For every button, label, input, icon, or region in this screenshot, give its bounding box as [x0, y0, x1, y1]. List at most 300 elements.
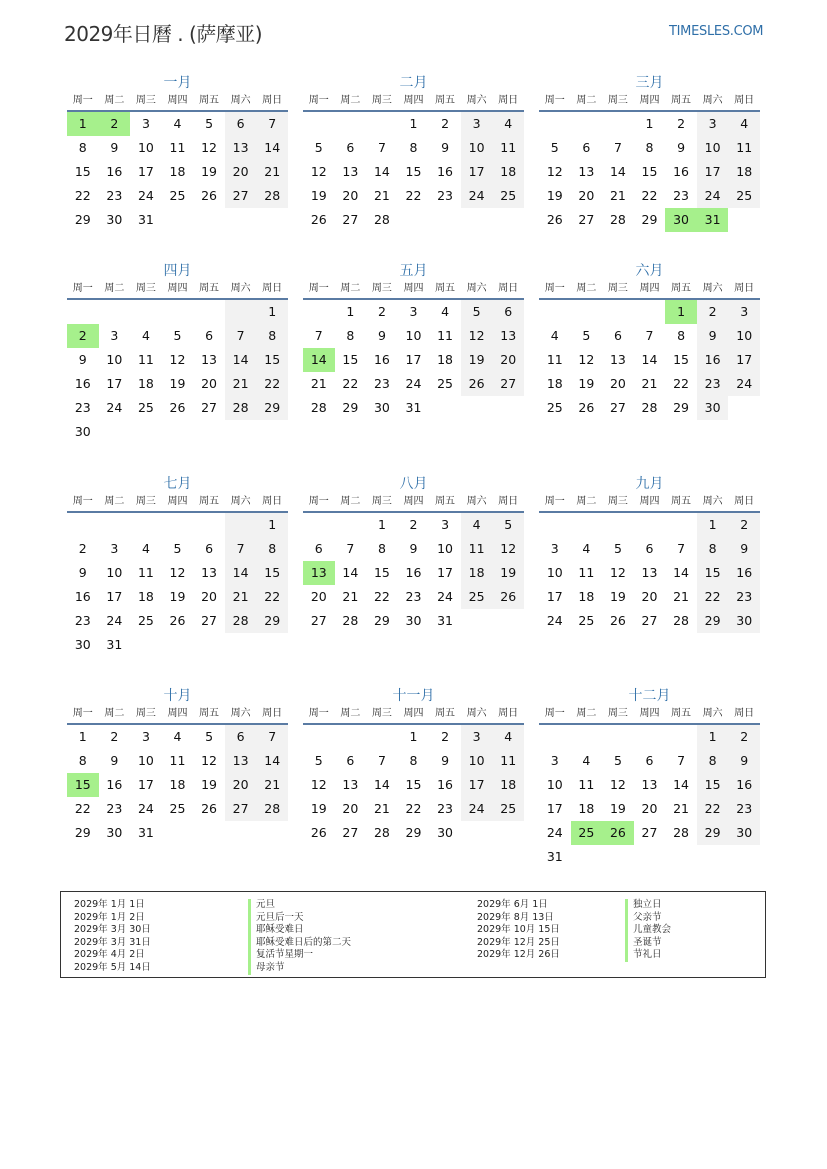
month-name: 十月 — [163, 688, 192, 704]
weekday-label: 周日 — [262, 283, 283, 294]
day-cell: 6 — [492, 300, 524, 324]
day-cell: 27 — [641, 825, 658, 840]
day-cell: 24 — [106, 400, 123, 415]
day-cell: 4 — [728, 112, 760, 136]
day-cell: 27 — [609, 400, 626, 415]
month-name: 十二月 — [628, 688, 671, 704]
day-cell: 26 — [201, 188, 218, 203]
day-cell: 27 — [342, 825, 359, 840]
day-cell: 13 — [492, 324, 524, 348]
weekday-header — [303, 493, 524, 513]
weekday-label: 周六 — [230, 283, 251, 294]
day-cell: 12 — [310, 777, 327, 792]
day-cell: 3 — [550, 541, 559, 556]
day-cell: 28 — [673, 613, 690, 628]
day-cell: 23 — [405, 589, 422, 604]
holiday-name: 元旦 — [248, 899, 351, 912]
page-title: 2029年日曆 . (萨摩亚) — [64, 22, 263, 46]
day-cell: 25 — [461, 585, 493, 609]
day-cell: 24 — [405, 376, 422, 391]
day-cell: 3 — [441, 517, 450, 532]
day-cell: 6 — [346, 140, 355, 155]
day-cell: 8 — [256, 537, 288, 561]
holiday-date: 2029年 1月 2日 — [74, 911, 145, 923]
weekday-label: 周五 — [671, 95, 692, 106]
day-cell: 19 — [201, 777, 218, 792]
weekday-label: 周六 — [230, 708, 251, 719]
weekday-header — [303, 705, 524, 725]
day-cell: 17 — [405, 352, 422, 367]
day-cell: 25 — [578, 613, 595, 628]
holiday-name: 节礼日 — [625, 949, 671, 962]
day-cell: 13 — [578, 164, 595, 179]
weekday-label: 周二 — [576, 95, 597, 106]
day-cell: 16 — [728, 561, 760, 585]
weekday-label: 周一 — [72, 496, 93, 507]
weekday-header — [539, 705, 760, 725]
day-cell: 5 — [492, 513, 524, 537]
day-cell: 21 — [225, 372, 257, 396]
weekday-header — [67, 280, 288, 300]
day-cell: 25 — [728, 184, 760, 208]
day-cell: 8 — [346, 328, 355, 343]
day-cell: 15 — [256, 561, 288, 585]
day-cell: 8 — [256, 324, 288, 348]
weekday-label: 周日 — [734, 708, 755, 719]
day-cell: 9 — [78, 565, 87, 580]
day-cell: 12 — [578, 352, 595, 367]
day-cell: 25 — [546, 400, 563, 415]
day-cell: 15 — [256, 348, 288, 372]
day-cell: 16 — [405, 565, 422, 580]
day-cell: 29 — [342, 400, 359, 415]
day-cell: 6 — [645, 541, 654, 556]
weekday-label: 周五 — [671, 708, 692, 719]
weekday-label: 周六 — [466, 708, 487, 719]
day-cell: 13 — [342, 777, 359, 792]
day-cell: 27 — [225, 184, 257, 208]
day-cell: 23 — [728, 585, 760, 609]
day-cell: 13 — [641, 565, 658, 580]
day-cell: 7 — [677, 753, 686, 768]
day-cell: 6 — [645, 753, 654, 768]
day-cell: 14 — [225, 348, 257, 372]
day-cell: 28 — [373, 212, 390, 227]
holiday-date: 2029年 8月 13日 — [477, 911, 554, 923]
day-cell: 15 — [697, 773, 729, 797]
day-cell: 7 — [677, 541, 686, 556]
day-cell: 24 — [437, 589, 454, 604]
day-cell: 10 — [728, 324, 760, 348]
weekday-label: 周一 — [544, 283, 565, 294]
day-cell: 15 — [405, 777, 422, 792]
day-cell: 22 — [373, 589, 390, 604]
day-cell: 4 — [550, 328, 559, 343]
holiday-date: 2029年 12月 25日 — [477, 936, 560, 948]
day-cell: 25 — [571, 821, 603, 845]
day-cell: 3 — [697, 112, 729, 136]
day-cell: 12 — [169, 565, 186, 580]
day-cell: 20 — [342, 188, 359, 203]
day-cell: 12 — [546, 164, 563, 179]
day-cell: 27 — [578, 212, 595, 227]
empty-cell — [225, 300, 257, 324]
day-cell: 10 — [461, 749, 493, 773]
day-cell: 10 — [137, 140, 154, 155]
holiday-date: 2029年 12月 26日 — [477, 949, 560, 961]
day-cell: 2 — [99, 112, 131, 136]
weekday-label: 周五 — [435, 95, 456, 106]
day-cell: 16 — [106, 777, 123, 792]
day-cell: 17 — [728, 348, 760, 372]
weekday-label: 周二 — [340, 708, 361, 719]
day-cell: 21 — [225, 585, 257, 609]
day-cell: 2 — [377, 304, 386, 319]
weekday-label: 周四 — [639, 496, 660, 507]
day-cell: 7 — [256, 112, 288, 136]
weekday-label: 周三 — [371, 283, 392, 294]
day-cell: 7 — [346, 541, 355, 556]
weekday-label: 周五 — [199, 95, 220, 106]
day-cell: 20 — [641, 589, 658, 604]
day-cell: 12 — [609, 777, 626, 792]
day-cell: 10 — [405, 328, 422, 343]
day-cell: 5 — [550, 140, 559, 155]
day-cell: 3 — [141, 116, 150, 131]
day-cell: 3 — [728, 300, 760, 324]
day-cell: 4 — [492, 725, 524, 749]
day-cell: 19 — [201, 164, 218, 179]
day-cell: 3 — [409, 304, 418, 319]
day-cell: 18 — [578, 801, 595, 816]
day-cell: 9 — [441, 140, 450, 155]
day-cell: 4 — [461, 513, 493, 537]
day-cell: 2 — [441, 116, 450, 131]
day-cell: 6 — [346, 753, 355, 768]
weekday-label: 周三 — [607, 708, 628, 719]
day-cell: 17 — [546, 801, 563, 816]
day-cell: 23 — [728, 797, 760, 821]
weekday-label: 周六 — [702, 708, 723, 719]
holiday-name: 耶稣受难日 — [248, 924, 351, 937]
day-cell: 2 — [728, 513, 760, 537]
day-cell: 28 — [609, 212, 626, 227]
holiday-date: 2029年 1月 1日 — [74, 899, 145, 910]
day-cell: 27 — [310, 613, 327, 628]
day-cell: 13 — [342, 164, 359, 179]
weekday-header — [67, 92, 288, 112]
day-cell: 18 — [546, 376, 563, 391]
day-cell: 8 — [697, 537, 729, 561]
day-cell: 10 — [106, 352, 123, 367]
holiday-name: 圣诞节 — [625, 937, 671, 950]
weekday-label: 周四 — [167, 708, 188, 719]
day-cell: 21 — [673, 589, 690, 604]
weekday-header — [539, 493, 760, 513]
day-cell: 23 — [74, 400, 91, 415]
weekday-label: 周二 — [104, 283, 125, 294]
day-cell: 1 — [256, 300, 288, 324]
day-cell: 12 — [201, 753, 218, 768]
weekday-label: 周四 — [403, 283, 424, 294]
weekday-label: 周四 — [639, 283, 660, 294]
weekday-label: 周五 — [671, 283, 692, 294]
day-cell: 11 — [137, 565, 154, 580]
day-cell: 24 — [461, 184, 493, 208]
day-cell: 14 — [641, 352, 658, 367]
weekday-label: 周三 — [607, 496, 628, 507]
day-cell: 24 — [137, 801, 154, 816]
day-cell: 8 — [78, 753, 87, 768]
day-cell: 1 — [697, 725, 729, 749]
day-cell: 5 — [314, 140, 323, 155]
day-cell: 21 — [310, 376, 327, 391]
day-cell: 8 — [645, 140, 654, 155]
day-cell: 19 — [546, 188, 563, 203]
day-cell: 31 — [405, 400, 422, 415]
weekday-header — [303, 92, 524, 112]
day-cell: 12 — [169, 352, 186, 367]
day-cell: 18 — [137, 376, 154, 391]
weekday-label: 周四 — [167, 95, 188, 106]
day-cell: 3 — [110, 328, 119, 343]
day-cell: 4 — [173, 116, 182, 131]
day-cell: 18 — [492, 160, 524, 184]
day-cell: 22 — [405, 188, 422, 203]
day-cell: 15 — [405, 164, 422, 179]
day-cell: 20 — [201, 589, 218, 604]
day-cell: 14 — [303, 348, 335, 372]
day-cell: 25 — [492, 797, 524, 821]
day-cell: 21 — [609, 188, 626, 203]
day-cell: 11 — [546, 352, 563, 367]
month-name: 三月 — [635, 75, 664, 91]
day-cell: 16 — [74, 589, 91, 604]
month-name: 一月 — [163, 75, 192, 91]
day-cell: 16 — [673, 164, 690, 179]
day-cell: 2 — [697, 300, 729, 324]
day-cell: 8 — [409, 753, 418, 768]
day-cell: 28 — [641, 400, 658, 415]
day-cell: 22 — [697, 585, 729, 609]
day-cell: 9 — [728, 537, 760, 561]
weekday-label: 周五 — [199, 496, 220, 507]
day-cell: 19 — [310, 801, 327, 816]
day-cell: 5 — [613, 541, 622, 556]
day-cell: 28 — [373, 825, 390, 840]
day-cell: 18 — [169, 777, 186, 792]
day-cell: 17 — [137, 777, 154, 792]
day-cell: 24 — [728, 372, 760, 396]
day-cell: 19 — [310, 188, 327, 203]
day-cell: 2 — [409, 517, 418, 532]
weekday-label: 周四 — [639, 708, 660, 719]
day-cell: 26 — [310, 212, 327, 227]
day-cell: 9 — [78, 352, 87, 367]
holiday-names-right — [625, 899, 671, 962]
holiday-name: 独立日 — [625, 899, 671, 912]
day-cell: 18 — [461, 561, 493, 585]
weekday-label: 周六 — [466, 95, 487, 106]
weekday-label: 周日 — [734, 496, 755, 507]
day-cell: 28 — [342, 613, 359, 628]
weekday-label: 周三 — [607, 283, 628, 294]
day-cell: 13 — [609, 352, 626, 367]
weekday-label: 周日 — [734, 283, 755, 294]
day-cell: 17 — [106, 589, 123, 604]
day-cell: 23 — [437, 801, 454, 816]
day-cell: 12 — [609, 565, 626, 580]
day-cell: 1 — [67, 112, 99, 136]
day-cell: 27 — [492, 372, 524, 396]
day-cell: 6 — [225, 112, 257, 136]
day-cell: 23 — [697, 372, 729, 396]
day-cell: 2 — [67, 324, 99, 348]
day-cell: 6 — [205, 541, 214, 556]
holiday-name: 父亲节 — [625, 912, 671, 925]
day-cell: 15 — [74, 164, 91, 179]
weekday-label: 周二 — [104, 708, 125, 719]
day-cell: 26 — [578, 400, 595, 415]
day-cell: 24 — [546, 825, 563, 840]
day-cell: 10 — [461, 136, 493, 160]
day-cell: 25 — [137, 613, 154, 628]
day-cell: 29 — [673, 400, 690, 415]
day-cell: 26 — [201, 801, 218, 816]
weekday-label: 周三 — [135, 283, 156, 294]
weekday-label: 周一 — [308, 283, 329, 294]
holiday-date: 2029年 4月 2日 — [74, 949, 145, 961]
day-cell: 4 — [141, 541, 150, 556]
day-cell: 29 — [256, 396, 288, 420]
day-cell: 21 — [641, 376, 658, 391]
day-cell: 14 — [256, 749, 288, 773]
day-cell: 28 — [256, 184, 288, 208]
day-cell: 24 — [697, 184, 729, 208]
day-cell: 31 — [697, 208, 729, 232]
weekday-label: 周日 — [498, 496, 519, 507]
day-cell: 10 — [546, 777, 563, 792]
day-cell: 1 — [377, 517, 386, 532]
day-cell: 28 — [225, 396, 257, 420]
day-cell: 1 — [78, 729, 87, 744]
day-cell: 30 — [106, 825, 123, 840]
day-cell: 25 — [492, 184, 524, 208]
day-cell: 9 — [377, 328, 386, 343]
weekday-label: 周六 — [230, 95, 251, 106]
day-cell: 15 — [373, 565, 390, 580]
brand-logo-text[interactable]: TIMESLES.COM — [669, 24, 764, 39]
day-cell: 7 — [256, 725, 288, 749]
day-cell: 7 — [225, 324, 257, 348]
weekday-header — [67, 493, 288, 513]
day-cell: 13 — [641, 777, 658, 792]
day-cell: 30 — [665, 208, 697, 232]
day-cell: 25 — [137, 400, 154, 415]
weekday-label: 周四 — [403, 708, 424, 719]
day-cell: 5 — [314, 753, 323, 768]
day-cell: 25 — [169, 801, 186, 816]
day-cell: 6 — [613, 328, 622, 343]
day-cell: 25 — [437, 376, 454, 391]
day-cell: 19 — [609, 801, 626, 816]
day-cell: 27 — [641, 613, 658, 628]
holiday-name: 儿童教会 — [625, 924, 671, 937]
weekday-label: 周日 — [498, 283, 519, 294]
day-cell: 6 — [314, 541, 323, 556]
day-cell: 15 — [673, 352, 690, 367]
weekday-label: 周一 — [72, 708, 93, 719]
weekday-label: 周四 — [403, 496, 424, 507]
day-cell: 12 — [461, 324, 493, 348]
day-cell: 17 — [106, 376, 123, 391]
day-cell: 16 — [106, 164, 123, 179]
day-cell: 21 — [342, 589, 359, 604]
holiday-name: 耶稣受难日后的第二天 — [248, 937, 351, 950]
day-cell: 23 — [106, 188, 123, 203]
day-cell: 16 — [697, 348, 729, 372]
day-cell: 4 — [582, 541, 591, 556]
day-cell: 30 — [373, 400, 390, 415]
day-cell: 9 — [110, 753, 119, 768]
day-cell: 11 — [578, 777, 595, 792]
day-cell: 7 — [225, 537, 257, 561]
day-cell: 9 — [697, 324, 729, 348]
weekday-label: 周三 — [607, 95, 628, 106]
day-cell: 17 — [697, 160, 729, 184]
day-cell: 31 — [137, 212, 154, 227]
day-cell: 1 — [256, 513, 288, 537]
day-cell: 3 — [461, 725, 493, 749]
weekday-label: 周六 — [702, 283, 723, 294]
day-cell: 30 — [405, 613, 422, 628]
day-cell: 24 — [106, 613, 123, 628]
day-cell: 23 — [106, 801, 123, 816]
day-cell: 12 — [492, 537, 524, 561]
day-cell: 16 — [74, 376, 91, 391]
day-cell: 22 — [697, 797, 729, 821]
day-cell: 30 — [74, 637, 91, 652]
day-cell: 10 — [546, 565, 563, 580]
day-cell: 2 — [441, 729, 450, 744]
day-cell: 11 — [169, 753, 186, 768]
day-cell: 17 — [461, 160, 493, 184]
day-cell: 4 — [441, 304, 450, 319]
month-name: 九月 — [635, 476, 664, 492]
holiday-date: 2029年 3月 31日 — [74, 936, 151, 948]
weekday-label: 周二 — [340, 496, 361, 507]
holiday-date: 2029年 5月 14日 — [74, 961, 151, 973]
day-cell: 11 — [169, 140, 186, 155]
day-cell: 19 — [492, 561, 524, 585]
day-cell: 4 — [141, 328, 150, 343]
day-cell: 23 — [673, 188, 690, 203]
weekday-label: 周四 — [167, 496, 188, 507]
day-cell: 22 — [256, 372, 288, 396]
weekday-label: 周三 — [135, 95, 156, 106]
month-name: 六月 — [635, 263, 664, 279]
weekday-label: 周日 — [734, 95, 755, 106]
day-cell: 26 — [492, 585, 524, 609]
weekday-label: 周一 — [308, 708, 329, 719]
day-cell: 8 — [78, 140, 87, 155]
day-cell: 21 — [673, 801, 690, 816]
day-cell: 26 — [602, 821, 634, 845]
holiday-name: 母亲节 — [248, 962, 351, 975]
day-cell: 20 — [641, 801, 658, 816]
day-cell: 20 — [492, 348, 524, 372]
day-cell: 29 — [74, 212, 91, 227]
